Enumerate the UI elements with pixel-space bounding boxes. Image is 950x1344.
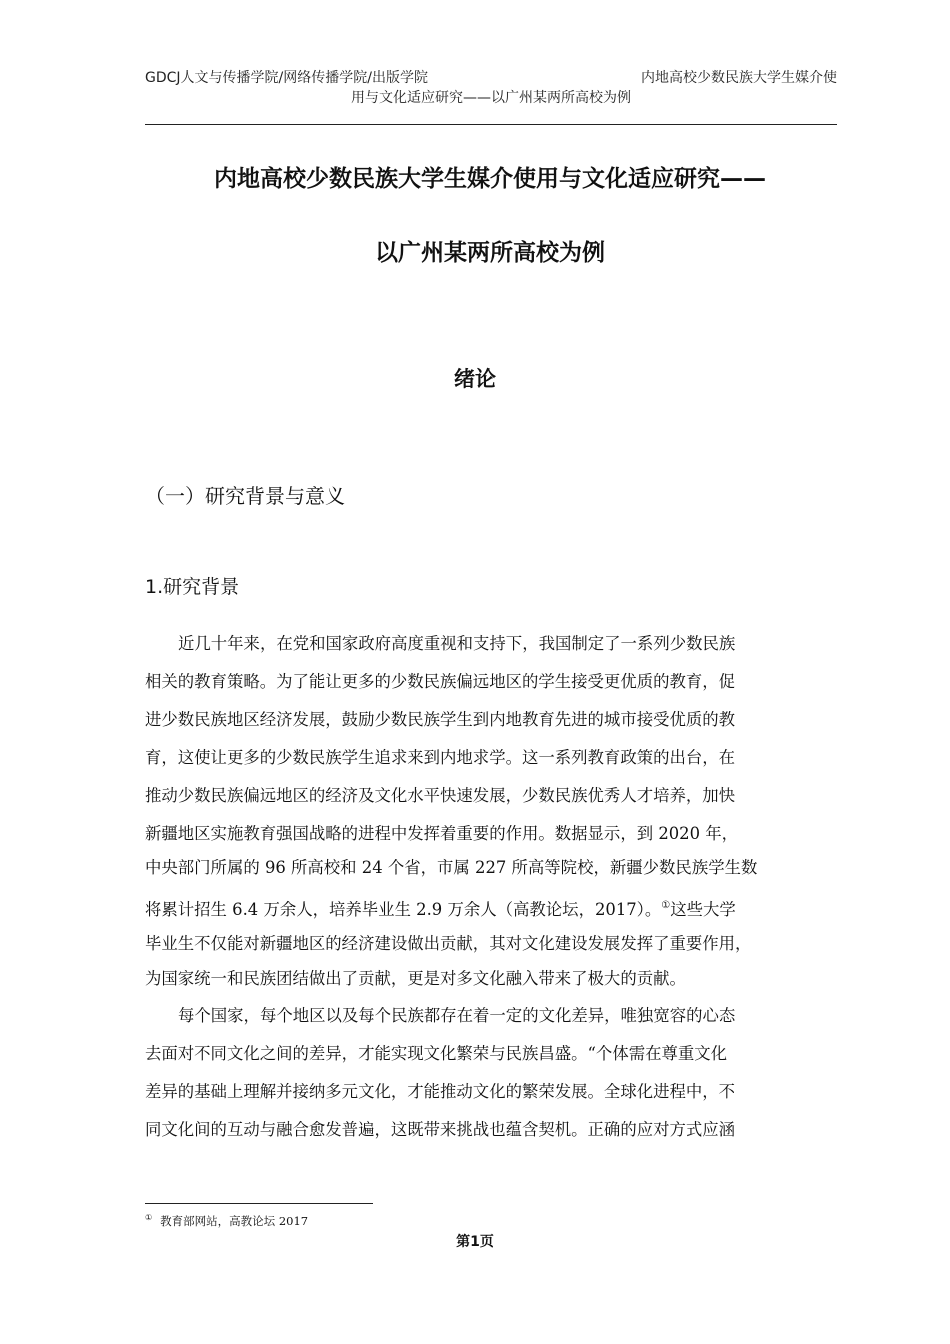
document-title-line2: 以广州某两所高校为例 [375,240,605,266]
header-institution: GDCJ人文与传播学院/网络传播学院/出版学院 [145,70,428,86]
document-title-line1: 内地高校少数民族大学生媒介使用与文化适应研究—— [214,166,766,192]
paragraph-1-line-5: 推动少数民族偏远地区的经济及文化水平快速发展，少数民族优秀人才培养，加快 [145,786,736,805]
paragraph-1-line-4: 育，这使让更多的少数民族学生追求来到内地求学。这一系列教育政策的出台，在 [145,748,736,767]
section-heading: （一）研究背景与意义 [145,484,345,508]
footnote-text: 教育部网站，高教论坛 2017 [160,1214,309,1228]
paragraph-2-line-3: 差异的基础上理解并接纳多元文化，才能推动文化的繁荣发展。全球化进程中，不 [145,1082,736,1101]
running-header [145,68,837,125]
line-8-continuation: 这些大学 [670,900,736,919]
chapter-heading: 绪论 [454,367,496,391]
paragraph-1-line-8 [145,896,736,920]
paragraph-1-line-1: 近几十年来，在党和国家政府高度重视和支持下，我国制定了一系列少数民族 [178,634,736,653]
header-title-part1: 内地高校少数民族大学生媒介使 [641,70,837,86]
paragraph-1-line-3: 进少数民族地区经济发展，鼓励少数民族学生到内地教育先进的城市接受优质的教 [145,710,736,729]
line-8-text: 将累计招生 6.4 万余人，培养毕业生 2.9 万余人（高教论坛，2017）。 [145,900,662,919]
footnote-marker: ① [145,1213,153,1222]
paragraph-1-line-10: 为国家统一和民族团结做出了贡献，更是对多文化融入带来了极大的贡献。 [145,969,686,988]
footnote-reference[interactable]: ① [661,900,671,911]
paragraph-1-line-7: 中央部门所属的 96 所高校和 24 个省，市属 227 所高等院校，新疆少数民族学生数 [145,858,758,877]
paragraph-1-line-2: 相关的教育策略。为了能让更多的少数民族偏远地区的学生接受更优质的教育，促 [145,672,736,691]
paragraph-2-line-2: 去面对不同文化之间的差异，才能实现文化繁荣与民族昌盛。“个体需在尊重文化 [145,1044,728,1063]
footnote [145,1213,308,1229]
subsection-heading: 1.研究背景 [145,576,240,598]
paragraph-1-line-9: 毕业生不仅能对新疆地区的经济建设做出贡献，其对文化建设发展发挥了重要作用， [145,934,752,953]
paragraph-1-line-6: 新疆地区实施教育强国战略的进程中发挥着重要的作用。数据显示，到 2020 年， [145,824,739,843]
footnote-divider [145,1203,373,1204]
page-number: 第1页 [456,1234,494,1250]
paragraph-2-line-1: 每个国家，每个地区以及每个民族都存在着一定的文化差异，唯独宽容的心态 [178,1006,736,1025]
header-title-part2: 用与文化适应研究——以广州某两所高校为例 [351,90,631,106]
paragraph-2-line-4: 同文化间的互动与融合愈发普遍，这既带来挑战也蕴含契机。正确的应对方式应涵 [145,1120,736,1139]
